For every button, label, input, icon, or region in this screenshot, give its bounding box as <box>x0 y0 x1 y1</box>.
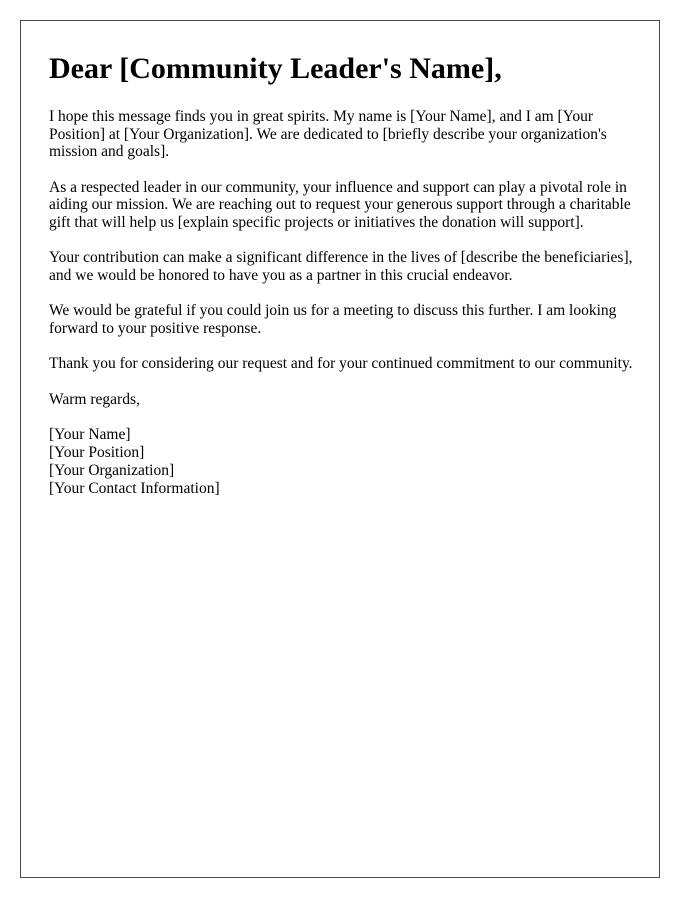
letter-content <box>49 49 634 498</box>
signature-organization: [Your Organization] <box>49 462 175 479</box>
signature-block <box>49 426 634 498</box>
letter-paragraph-request: As a respected leader in our community, your influence and support can play a pivotal role in aiding our mission. We are reaching out to request your generous support through a charitable gift that will help us [explain specific projects or initiatives the donation will support]. <box>49 178 631 231</box>
letter-paragraph-meeting: We would be grateful if you could join us for a meeting to discuss this further. I am looking forward to your positive response. <box>49 302 617 337</box>
letter-body <box>49 108 634 498</box>
letter-paragraph-thanks: Thank you for considering our request and for your continued commitment to our community. <box>49 355 633 372</box>
letter-page <box>20 20 660 878</box>
letter-closing: Warm regards, <box>49 390 140 408</box>
letter-paragraph-impact: Your contribution can make a significant difference in the lives of [describe the beneficiaries], and we would be honored to have you as a partner in this crucial endeavor. <box>49 249 633 284</box>
signature-name: [Your Name] <box>49 426 131 443</box>
signature-position: [Your Position] <box>49 444 145 461</box>
signature-contact-information: [Your Contact Information] <box>49 480 220 497</box>
letter-paragraph-intro: I hope this message finds you in great spirits. My name is [Your Name], and I am [Your Position] at [Your Organization]. We are dedicated to [briefly describe your organization's mission and goals]. <box>49 108 607 160</box>
salutation-heading: Dear [Community Leader's Name], <box>49 52 502 85</box>
